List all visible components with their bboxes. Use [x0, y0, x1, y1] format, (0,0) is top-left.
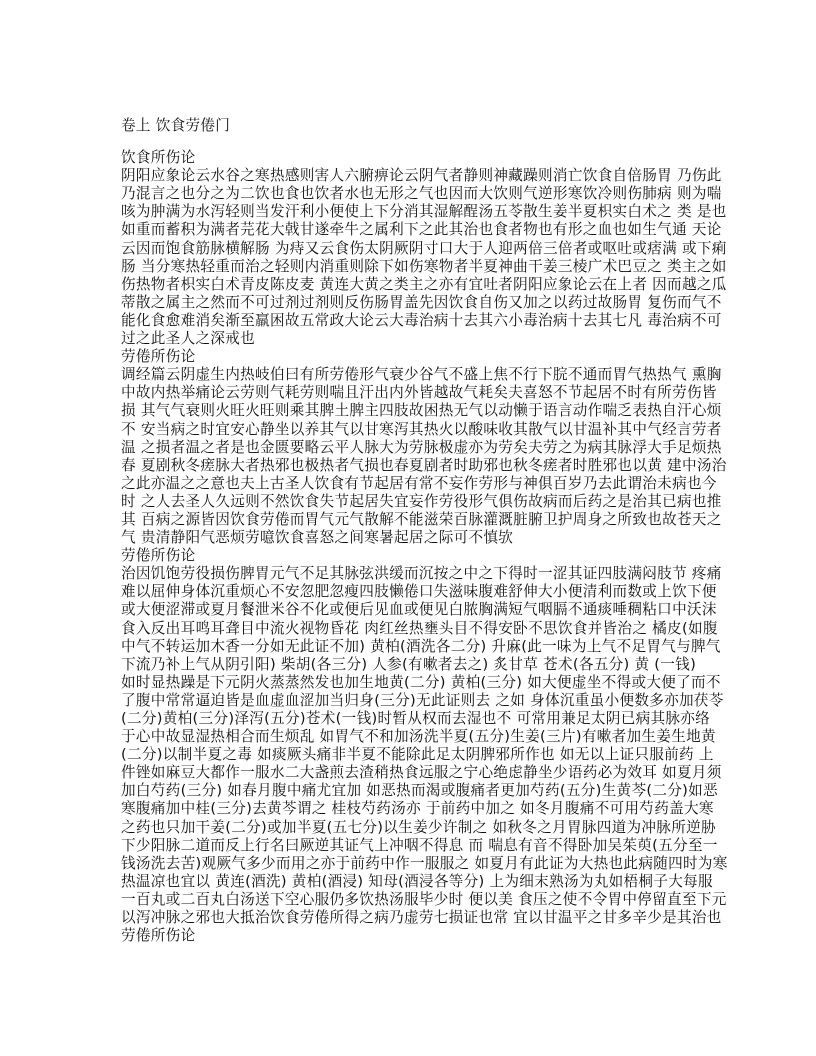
text-line: 之药也只加干姜(二分)或加半夏(五七分)以生姜少许制之 如秋冬之月胃脉四道为冲脉所逆胁 — [121, 818, 716, 836]
text-line: 钱汤洗去苦)观厥气多少而用之亦于前药中作一服服之 如夏月有此证为大热也此病随四时为寒 — [121, 854, 728, 872]
section-heading: 劳倦所伤论 — [121, 547, 196, 565]
text-line: 乃混言之也分之为二饮也食也饮者水也无形之气也因而大饮则气逆形寒饮冷则伤肺病 则为喘 — [121, 185, 722, 203]
text-line: 之此亦温之之意也夫上古圣人饮食有节起居有常不妄作劳形与神俱百岁乃去此谓治未病也今 — [121, 474, 717, 492]
text-line: 下流乃补上气从阴引阳) 柴胡(各三分) 人参(有嗽者去之) 炙甘草 苍术(各五分) 黄 (一钱) — [121, 655, 697, 673]
text-line: 温 之损者温之者是也金匮要略云平人脉大为劳脉极虚亦为劳矣夫劳之为病其脉浮大手足烦热 — [121, 438, 722, 456]
text-line: 损 其气气衰则火旺火旺则乘其脾土脾主四肢故困热无气以动懒于语言动作喘乏表热自汗心烦 — [121, 402, 722, 420]
text-line: 以泻冲脉之邪也大抵治饮食劳倦所得之病乃虚劳七损证也常 宜以甘温平之甘多辛少是其治也 — [121, 909, 722, 927]
text-line: 中故内热举痛论云劳则气耗劳则喘且汗出内外皆越故气耗矣夫喜怒不节起居不时有所劳伤皆 — [121, 384, 717, 402]
document-page — [121, 117, 728, 945]
section — [121, 547, 728, 927]
text-line: 治因饥饱劳役损伤脾胃元气不足其脉弦洪缓而沉按之中之下得时一涩其证四肢满闷肢节 疼痛 — [121, 565, 722, 583]
section — [121, 348, 727, 547]
text-line: 于心中故显湿热相合而生烦乱 如胃气不和加汤洗半夏(五分)生姜(三片)有嗽者加生姜生地黄 — [121, 728, 716, 746]
text-line: 其 百病之源皆因饮食劳倦而胃气元气散解不能滋荣百脉灌溉脏腑卫护周身之所致也故苍天之 — [121, 510, 722, 528]
text-line: 能化食愈难消矣渐至羸困故五常政大论云大毒治病十去其六小毒治病十去其七凡 毒治病不可 — [121, 311, 722, 329]
text-line: 咳为肿满为水泻轻则当发汗利小便使上下分消其湿解酲汤五苓散生姜半夏枳实白术之 类 是也 — [121, 203, 727, 221]
section — [121, 927, 721, 945]
text-line: 蒂散之属主之然而不可过剂过剂则反伤肠胃盖先因饮食自伤又加之以药过故肠胃 复伤而气不 — [121, 293, 722, 311]
text-line: 难以屈伸身体沉重烦心不安忽肥忽瘦四肢懒倦口失滋味腹难舒伸大小便清利而数或上饮下便 — [121, 583, 717, 601]
text-line: 云因而饱食筋脉横解肠 为痔又云食伤太阴厥阴寸口大于人迎两倍三倍者或呕吐或痞满 或下痢 — [121, 239, 727, 257]
text-line: 了腹中常常逼迫皆是血虚血涩加当归身(三分)无此证则去 之如 身体沉重虽小便数多亦加茯苓 — [121, 691, 724, 709]
text-line: 调经篇云阴虚生内热岐伯曰有所劳倦形气衰少谷气不盛上焦不行下脘不通而胃气热热气 熏胸 — [121, 366, 722, 384]
text-line: 过之此圣人之深戒也 — [121, 330, 256, 348]
text-line: 肠 当分寒热轻重而治之轻则内消重则除下如伤寒物者半夏神曲干姜三棱广术巴豆之 类主之如 — [121, 257, 727, 275]
text-line: 寒腹痛加中桂(三分)去黄芩谓之 桂枝芍药汤亦 于前药中加之 如冬月腹痛不可用芍药盖大寒 — [121, 800, 714, 818]
text-line: 时 之人去圣人久远则不然饮食失节起居失宜妄作劳役形气俱伤故病而后药之是治其已病也推 — [121, 492, 722, 510]
text-line: 一百丸或二百丸白汤送下空心服仍多饮热汤服毕少时 便以美 食压之使不令胃中停留直至下元 — [121, 890, 727, 908]
section — [121, 149, 727, 348]
section-heading: 劳倦所伤论 — [121, 348, 196, 366]
text-line: 伤热物者枳实白术青皮陈皮麦 黄连大黄之类主之亦有宜吐者阴阳应象论云在上者 因而越之瓜 — [121, 275, 727, 293]
section-heading: 劳倦所伤论 — [121, 927, 196, 945]
text-line: 食入反出耳鸣耳聋目中流火视物昏花 肉红丝热壅头目不得安卧不思饮食并皆治之 橘皮(如腹 — [121, 619, 718, 637]
text-line: (二分)黄柏(三分)泽泻(五分)苍术(一钱)时暂从权而去湿也不 可常用兼足太阴已病其脉亦络 — [121, 710, 711, 727]
text-line: 件锉如麻豆大都作一服水二大盏煎去渣稍热食远服之宁心绝虑静坐少语药必为效耳 如夏月须 — [121, 764, 722, 782]
text-line: 春 夏剧秋冬瘥脉大者热邪也极热者气损也春夏剧者时助邪也秋冬瘥者时胜邪也以黄 建中汤治 — [121, 456, 727, 474]
text-line: 下少阳脉二道而反上行名曰厥逆其证气上冲咽不得息 而 喘息有音不得卧加吴茱萸(五分至一 — [121, 836, 718, 854]
chapter-title: 卷上 饮食劳倦门 — [121, 117, 231, 134]
text-line: 不 安当病之时宜安心静坐以养其气以甘寒泻其热火以酸味收其散气以甘温补其中气经言劳者 — [121, 420, 722, 438]
text-line: 如时显热躁是下元阴火蒸蒸然发也加生地黄(二分) 黄柏(三分) 如大便虚坐不得或大便了而不 — [121, 673, 721, 691]
text-line: 中气不转运加木香一分如无此证不加) 黄柏(酒洗各二分) 升麻(此一味为上气不足胃气与脾气 — [121, 637, 721, 655]
text-line: 或大便涩滞或夏月餐泄米谷不化或便后见血或便见白脓胸满短气咽膈不通痰唾稠粘口中沃沫 — [121, 601, 717, 619]
document-body — [121, 149, 728, 945]
text-line: 如重而蓄积为满者芫花大戟甘遂牵牛之属利下之此其治也食者物也有形之血也如生气通 天论 — [121, 221, 722, 239]
text-line: 热温凉也宜以 黄连(酒洗) 黄柏(酒浸) 知母(酒浸各等分) 上为细末熟汤为丸如梧桐子大每服 — [121, 872, 713, 890]
section-heading: 饮食所伤论 — [121, 149, 196, 167]
text-line: 阴阳应象论云水谷之寒热感则害人六腑痹论云阴气者静则神藏躁则消亡饮食自倍肠胃 乃伤此 — [121, 167, 722, 185]
text-line: 气 贵清静阳气恶烦劳噫饮食喜怒之间寒暑起居之际可不慎欤 — [121, 529, 514, 547]
text-line: (二分)以制半夏之毒 如痰厥头痛非半夏不能除此足太阴脾邪所作也 如无以上证只服前药 上 — [121, 746, 714, 764]
text-line: 加白芍药(三分) 如春月腹中痛尤宜加 如恶热而渴或腹痛者更加芍药(五分)生黄芩(二分)如恶 — [121, 782, 718, 800]
